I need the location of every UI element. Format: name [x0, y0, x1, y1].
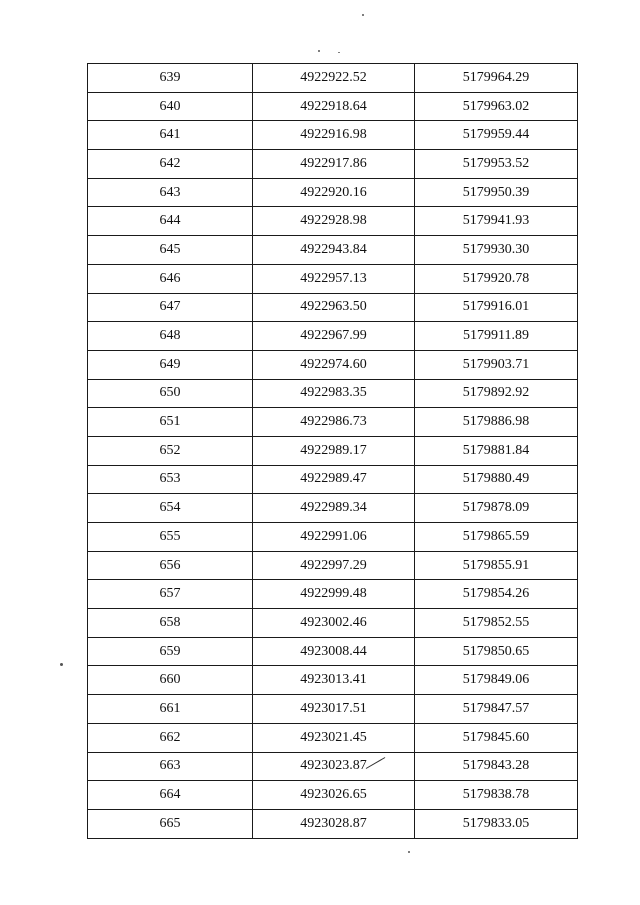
y-coordinate-cell: 5179850.65 [415, 637, 578, 666]
y-coordinate-cell: 5179959.44 [415, 121, 578, 150]
x-coordinate-cell: 4923002.46 [253, 609, 415, 638]
y-coordinate-cell: 5179920.78 [415, 264, 578, 293]
table-row [88, 723, 578, 752]
x-coordinate-cell: 4923017.51 [253, 695, 415, 724]
x-coordinate-cell: 4922999.48 [253, 580, 415, 609]
x-coordinate-cell: 4922983.35 [253, 379, 415, 408]
table-row [88, 64, 578, 93]
point-number-cell: 642 [88, 150, 253, 179]
point-number-cell: 646 [88, 264, 253, 293]
table-row [88, 121, 578, 150]
x-coordinate-cell: 4923013.41 [253, 666, 415, 695]
x-coordinate-cell: 4922963.50 [253, 293, 415, 322]
point-number-cell: 665 [88, 809, 253, 838]
x-coordinate-cell: 4922920.16 [253, 178, 415, 207]
y-coordinate-cell: 5179916.01 [415, 293, 578, 322]
point-number-cell: 654 [88, 494, 253, 523]
y-coordinate-cell: 5179855.91 [415, 551, 578, 580]
point-number-cell: 653 [88, 465, 253, 494]
scan-speck [338, 52, 340, 53]
point-number-cell: 644 [88, 207, 253, 236]
table-row [88, 264, 578, 293]
y-coordinate-cell: 5179930.30 [415, 236, 578, 265]
coordinate-table [87, 63, 578, 839]
table-row [88, 781, 578, 810]
point-number-cell: 655 [88, 523, 253, 552]
table-body [88, 64, 578, 839]
point-number-cell: 649 [88, 350, 253, 379]
x-coordinate-cell: 4922997.29 [253, 551, 415, 580]
table-row [88, 236, 578, 265]
scan-speck [318, 50, 320, 52]
point-number-cell: 664 [88, 781, 253, 810]
table-row [88, 494, 578, 523]
y-coordinate-cell: 5179878.09 [415, 494, 578, 523]
point-number-cell: 640 [88, 92, 253, 121]
table-row [88, 523, 578, 552]
y-coordinate-cell: 5179903.71 [415, 350, 578, 379]
y-coordinate-cell: 5179881.84 [415, 436, 578, 465]
y-coordinate-cell: 5179941.93 [415, 207, 578, 236]
table-row [88, 436, 578, 465]
x-coordinate-cell: 4922916.98 [253, 121, 415, 150]
x-coordinate-cell: 4923023.87 [253, 752, 415, 781]
y-coordinate-cell: 5179845.60 [415, 723, 578, 752]
table-row [88, 322, 578, 351]
point-number-cell: 657 [88, 580, 253, 609]
x-coordinate-cell: 4922928.98 [253, 207, 415, 236]
table-row [88, 809, 578, 838]
x-coordinate-cell: 4922989.34 [253, 494, 415, 523]
point-number-cell: 647 [88, 293, 253, 322]
y-coordinate-cell: 5179950.39 [415, 178, 578, 207]
x-coordinate-cell: 4922986.73 [253, 408, 415, 437]
point-number-cell: 662 [88, 723, 253, 752]
table-row [88, 178, 578, 207]
table-row [88, 379, 578, 408]
y-coordinate-cell: 5179886.98 [415, 408, 578, 437]
y-coordinate-cell: 5179854.26 [415, 580, 578, 609]
scan-speck [60, 663, 63, 666]
point-number-cell: 639 [88, 64, 253, 93]
table-row [88, 666, 578, 695]
table-row [88, 551, 578, 580]
y-coordinate-cell: 5179963.02 [415, 92, 578, 121]
point-number-cell: 659 [88, 637, 253, 666]
y-coordinate-cell: 5179880.49 [415, 465, 578, 494]
x-coordinate-cell: 4923008.44 [253, 637, 415, 666]
point-number-cell: 651 [88, 408, 253, 437]
point-number-cell: 658 [88, 609, 253, 638]
x-coordinate-cell: 4922957.13 [253, 264, 415, 293]
x-coordinate-cell: 4923026.65 [253, 781, 415, 810]
point-number-cell: 641 [88, 121, 253, 150]
y-coordinate-cell: 5179852.55 [415, 609, 578, 638]
x-coordinate-cell: 4922922.52 [253, 64, 415, 93]
table-row [88, 752, 578, 781]
y-coordinate-cell: 5179849.06 [415, 666, 578, 695]
point-number-cell: 661 [88, 695, 253, 724]
point-number-cell: 648 [88, 322, 253, 351]
x-coordinate-cell: 4922918.64 [253, 92, 415, 121]
point-number-cell: 645 [88, 236, 253, 265]
point-number-cell: 643 [88, 178, 253, 207]
point-number-cell: 652 [88, 436, 253, 465]
y-coordinate-cell: 5179833.05 [415, 809, 578, 838]
table-row [88, 350, 578, 379]
point-number-cell: 663 [88, 752, 253, 781]
y-coordinate-cell: 5179953.52 [415, 150, 578, 179]
scan-speck [408, 851, 410, 853]
table-row [88, 92, 578, 121]
x-coordinate-cell: 4922989.17 [253, 436, 415, 465]
table-row [88, 408, 578, 437]
table-row [88, 150, 578, 179]
table-row [88, 207, 578, 236]
x-coordinate-cell: 4922943.84 [253, 236, 415, 265]
table-row [88, 293, 578, 322]
x-coordinate-cell: 4922974.60 [253, 350, 415, 379]
table-row [88, 580, 578, 609]
y-coordinate-cell: 5179847.57 [415, 695, 578, 724]
x-coordinate-cell: 4922967.99 [253, 322, 415, 351]
x-coordinate-cell: 4922991.06 [253, 523, 415, 552]
y-coordinate-cell: 5179911.89 [415, 322, 578, 351]
y-coordinate-cell: 5179964.29 [415, 64, 578, 93]
point-number-cell: 650 [88, 379, 253, 408]
point-number-cell: 660 [88, 666, 253, 695]
x-coordinate-cell: 4923021.45 [253, 723, 415, 752]
table-row [88, 609, 578, 638]
y-coordinate-cell: 5179843.28 [415, 752, 578, 781]
y-coordinate-cell: 5179865.59 [415, 523, 578, 552]
table-row [88, 465, 578, 494]
x-coordinate-cell: 4922917.86 [253, 150, 415, 179]
scan-speck [362, 14, 364, 16]
table-row [88, 637, 578, 666]
point-number-cell: 656 [88, 551, 253, 580]
x-coordinate-cell: 4923028.87 [253, 809, 415, 838]
x-coordinate-cell: 4922989.47 [253, 465, 415, 494]
y-coordinate-cell: 5179892.92 [415, 379, 578, 408]
y-coordinate-cell: 5179838.78 [415, 781, 578, 810]
table-row [88, 695, 578, 724]
